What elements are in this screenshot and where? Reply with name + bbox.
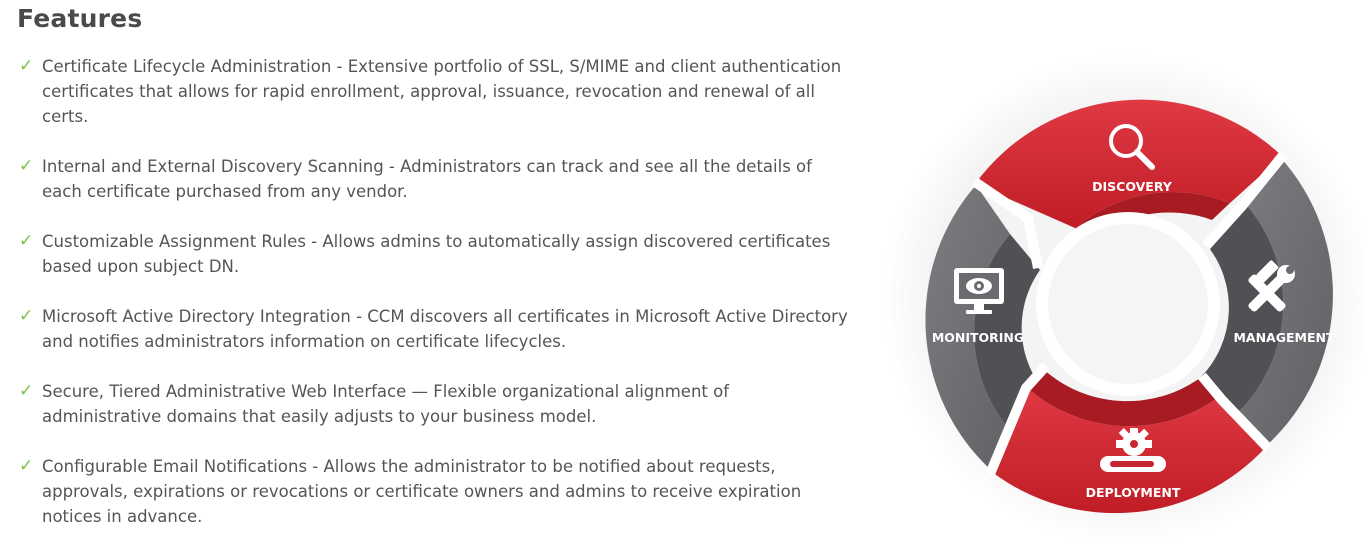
- feature-list: [18, 54, 848, 554]
- checkmark-icon: ✓: [19, 306, 34, 326]
- lifecycle-diagram: [870, 48, 1363, 547]
- checkmark-icon: ✓: [19, 231, 34, 251]
- feature-text: Secure, Tiered Administrative Web Interface — Flexible organizational alignment of administrative domains that easily adjusts to your business model.: [42, 382, 730, 426]
- list-item: [18, 54, 848, 129]
- feature-text: Microsoft Active Directory Integration - CCM discovers all certificates in Microsoft Active Directory and notifies administrators information on certificate lifecycles.: [42, 307, 848, 351]
- checkmark-icon: ✓: [19, 56, 34, 76]
- list-item: [18, 154, 848, 204]
- list-item: [18, 379, 848, 429]
- checkmark-icon: ✓: [19, 156, 34, 176]
- page-title: Features: [17, 4, 143, 33]
- feature-text: Internal and External Discovery Scanning - Administrators can track and see all the details of each certificate purchased from any vendor.: [42, 157, 812, 201]
- hub-center: [1048, 224, 1208, 384]
- feature-text: Configurable Email Notifications - Allows the administrator to be notified about requests, approvals, expirations or revocations or certificate owners and admins to receive expiration notices in advance.: [42, 457, 802, 526]
- management-label: MANAGEMENT: [1233, 330, 1335, 345]
- list-item: [18, 229, 848, 279]
- list-item: [18, 304, 848, 354]
- list-item: [18, 454, 848, 529]
- deployment-label: DEPLOYMENT: [1085, 485, 1181, 500]
- checkmark-icon: ✓: [19, 381, 34, 401]
- discovery-label: DISCOVERY: [1092, 179, 1172, 194]
- checkmark-icon: ✓: [19, 456, 34, 476]
- feature-text: Customizable Assignment Rules - Allows admins to automatically assign discovered certificates based upon subject DN.: [42, 232, 831, 276]
- feature-text: Certificate Lifecycle Administration - Extensive portfolio of SSL, S/MIME and client authentication certificates that allows for rapid enrollment, approval, issuance, revocation and renewal of all certs.: [42, 57, 842, 126]
- monitoring-label: MONITORING: [931, 330, 1025, 345]
